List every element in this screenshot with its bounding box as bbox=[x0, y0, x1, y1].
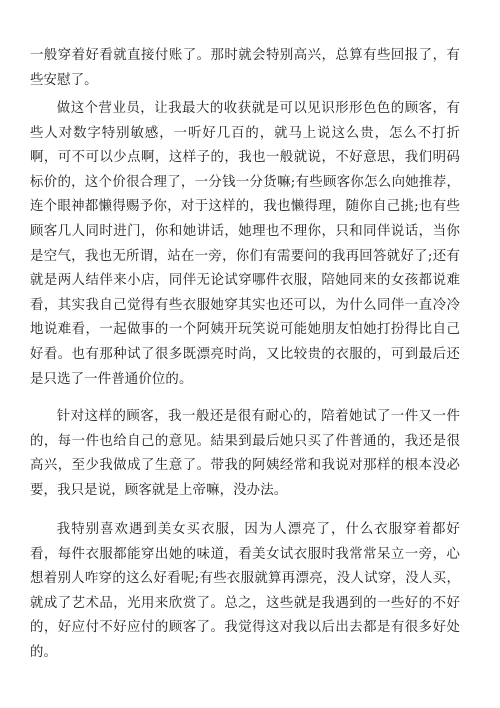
paragraph-1: 一般穿着好看就直接付账了。那时就会特别高兴，总算有些回报了，有些安慰了。 bbox=[30, 48, 460, 88]
paragraph-2: 做这个营业员，让我最大的收获就是可以见识形形色色的顾客，有些人对数字特别敏感，一听好几百的，就马上说这么贵，怎么不打折啊，可不可以少点啊，这样子的，我也一般就说，不好意思，我们明码标价的，这个价很合理了，一分钱一分货嘛;有些顾客你怎么向她推荐，连个眼神都懒得赐予你，对于这样的，我也懒得理，随你自己挑;也有些顾客几人同时进门，你和她讲话，她理也不理你，只和同伴说话，当你是空气，我也无所谓，站在一旁，你们有需要问的我再回答就好了;还有就是两人结伴来小店，同伴无论试穿哪件衣服，陪她同来的女孩都说难看，其实我自己觉得有些衣服她穿其实也还可以，为什么同伴一直冷冷地说难看，一起做事的一个阿姨开玩笑说可能她朋友怕她打扮得比自己好看。也有那种试了很多既漂亮时尚，又比较贵的衣服的，可到最后还是只选了一件普通价位的。 bbox=[30, 101, 460, 387]
paragraph-4: 我特别喜欢遇到美女买衣服，因为人漂亮了，什么衣服穿着都好看，每件衣服都能穿出她的味道，看美女试衣服时我常常呆立一旁，心想着别人咋穿的这么好看呢;有些衣服就算再漂亮，没人试穿，没人买，就成了艺术品，光用来欣赏了。总之，这些就是我遇到的一些好的不好的，好应付不好应付的顾客了。我觉得这对我以后出去都是有很多好处的。 bbox=[30, 522, 460, 660]
paragraph-3: 针对这样的顾客，我一般还是很有耐心的，陪着她试了一件又一件的，每一件也给自己的意见。結果到最后她只买了件普通的，我还是很高兴，至少我做成了生意了。带我的阿姨经常和我说对那样的根本没必要，我只是说，顾客就是上帝嘛，没办法。 bbox=[30, 409, 460, 498]
